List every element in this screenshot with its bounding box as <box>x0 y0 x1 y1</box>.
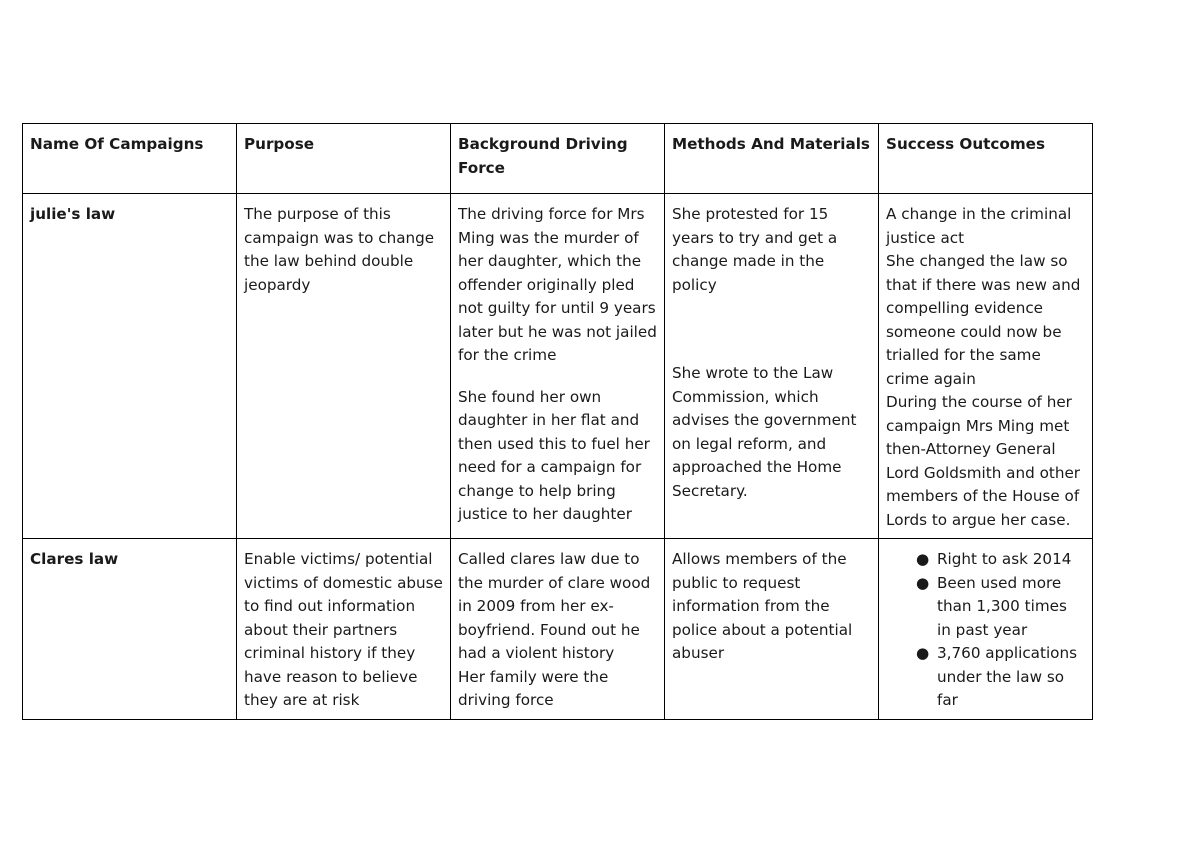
campaign-methods: Allows members of the public to request information from the police about a potential abuser <box>665 539 879 720</box>
methods-paragraph: She protested for 15 years to try and get a change made in the policy <box>672 205 838 294</box>
outcome-text: 3,760 applications under the law so far <box>937 644 1077 709</box>
outcome-line: She changed the law so that if there was new and compelling evidence someone could now be trialled for the same crime again <box>886 252 1081 388</box>
list-item <box>886 548 1085 572</box>
campaign-background <box>451 539 665 720</box>
outcome-text: Right to ask 2014 <box>937 550 1072 568</box>
outcomes-list <box>886 548 1085 713</box>
campaign-methods <box>665 194 879 539</box>
table-row-julies-law <box>23 194 1093 539</box>
methods-paragraph: She wrote to the Law Commission, which advises the government on legal reform, and approached the Home Secretary. <box>672 364 857 500</box>
background-paragraph: She found her own daughter in her flat and then used this to fuel her need for a campaign for change to help bring justice to her daughter <box>458 387 650 523</box>
header-background-driving-force: Background Driving Force <box>451 124 665 194</box>
campaign-purpose: Enable victims/ potential victims of domestic abuse to find out information about their partners criminal history if they have reason to believe they are at risk <box>237 539 451 720</box>
campaign-name: julie's law <box>23 194 237 539</box>
table-row-clares-law <box>23 539 1093 720</box>
header-purpose: Purpose <box>237 124 451 194</box>
list-item <box>886 572 1085 643</box>
campaign-outcomes <box>879 194 1093 539</box>
background-line: Called clares law due to the murder of clare wood in 2009 from her ex-boyfriend. Found out he had a violent history <box>458 550 651 662</box>
bullet-icon: ● <box>916 573 930 592</box>
background-paragraph: The driving force for Mrs Ming was the murder of her daughter, which the offender originally pled not guilty for until 9 years later but he was not jailed for the crime <box>458 205 657 364</box>
campaign-background <box>451 194 665 539</box>
methods-spacer <box>672 297 871 344</box>
bullet-icon: ● <box>916 644 930 662</box>
campaigns-table <box>22 123 1093 720</box>
outcome-line: During the course of her campaign Mrs Ming met then-Attorney General Lord Goldsmith and other members of the House of Lords to argue her case. <box>886 393 1081 529</box>
header-name-of-campaigns: Name Of Campaigns <box>23 124 237 194</box>
outcome-line: A change in the criminal justice act <box>886 205 1072 247</box>
list-item <box>886 642 1085 713</box>
campaign-name: Clares law <box>23 539 237 720</box>
background-line: Her family were the driving force <box>458 667 609 709</box>
table-header-row <box>23 124 1093 194</box>
bullet-icon: ● <box>916 550 930 568</box>
campaign-purpose: The purpose of this campaign was to change the law behind double jeopardy <box>237 194 451 539</box>
campaign-outcomes <box>879 539 1093 720</box>
header-success-outcomes: Success Outcomes <box>879 124 1093 194</box>
outcome-text: Been used more than 1,300 times in past year <box>937 573 1067 639</box>
header-methods-and-materials: Methods And Materials <box>665 124 879 194</box>
